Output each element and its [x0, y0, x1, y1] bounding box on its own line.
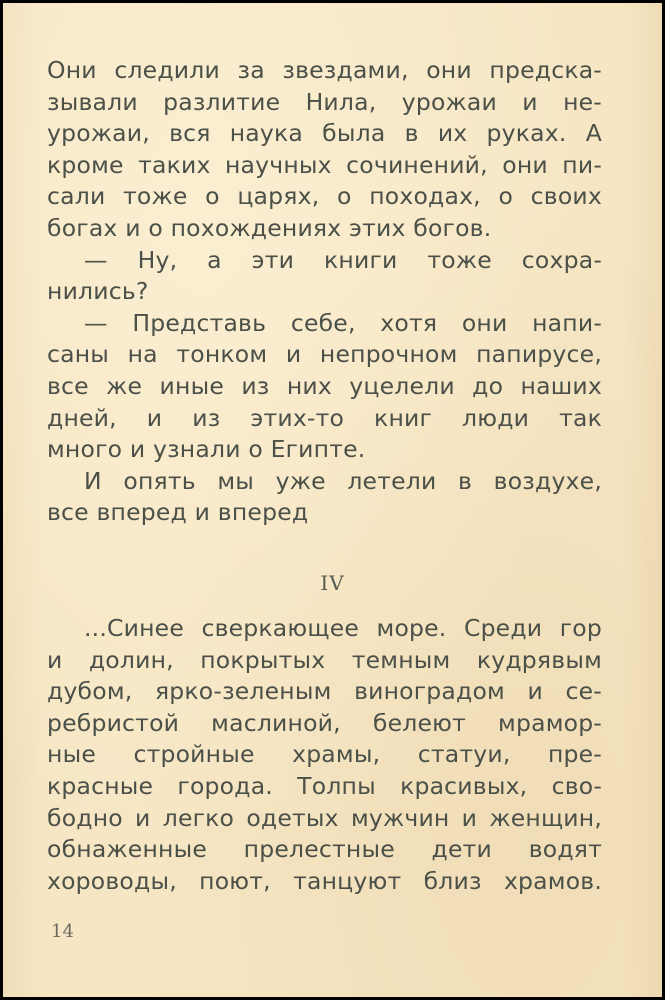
text-block-before-chapter [47, 55, 602, 529]
text-line: много и узнали о Египте. [47, 435, 366, 464]
text-line: и долин, покрытых темным кудрявым [47, 645, 602, 674]
text-line: бодно и легко одетых мужчин и женщин, [47, 803, 602, 832]
text-line: дней, и из этих-то книг люди так [47, 403, 602, 432]
text-line: ные стройные храмы, статуи, пре- [47, 740, 602, 769]
text-line: дубом, ярко-зеленым виноградом и се- [47, 677, 602, 706]
text-line: сали тоже о царях, о походах, о своих [47, 182, 602, 211]
text-line: ребристой маслиной, белеют мрамор- [47, 708, 602, 737]
text-block-after-chapter [47, 613, 602, 897]
paragraph-start-line: ...Синее сверкающее море. Среди гор [84, 614, 602, 642]
text-line: красные города. Толпы красивых, сво- [47, 771, 602, 800]
text-line: саны на тонком и непрочном папирусе, [47, 340, 602, 369]
text-line: богах и о похождениях этих богов. [47, 213, 492, 242]
text-line: зывали разлитие Нила, урожаи и не- [47, 87, 602, 116]
text-line: все же иные из них уцелели до наших [47, 371, 602, 400]
dialogue-line: — Представь себе, хотя они напи- [84, 308, 602, 337]
text-line: обнаженные прелестные дети водят [47, 835, 602, 864]
dialogue-line: — Ну, а эти книги тоже сохра- [84, 245, 602, 274]
book-page [3, 3, 662, 997]
page-number: 14 [51, 921, 74, 942]
text-line: нились? [47, 277, 149, 306]
paragraph-start-line: И опять мы уже летели в воздухе, [84, 466, 602, 495]
text-line: хороводы, поют, танцуют близ храмов. [47, 866, 602, 895]
text-line: урожаи, вся наука была в их руках. А [47, 119, 602, 148]
chapter-heading: IV [320, 571, 345, 595]
text-line: все вперед и вперед [47, 498, 309, 527]
text-line: Они следили за звездами, они предска- [47, 56, 602, 84]
text-line: кроме таких научных сочинений, они пи- [47, 150, 602, 179]
